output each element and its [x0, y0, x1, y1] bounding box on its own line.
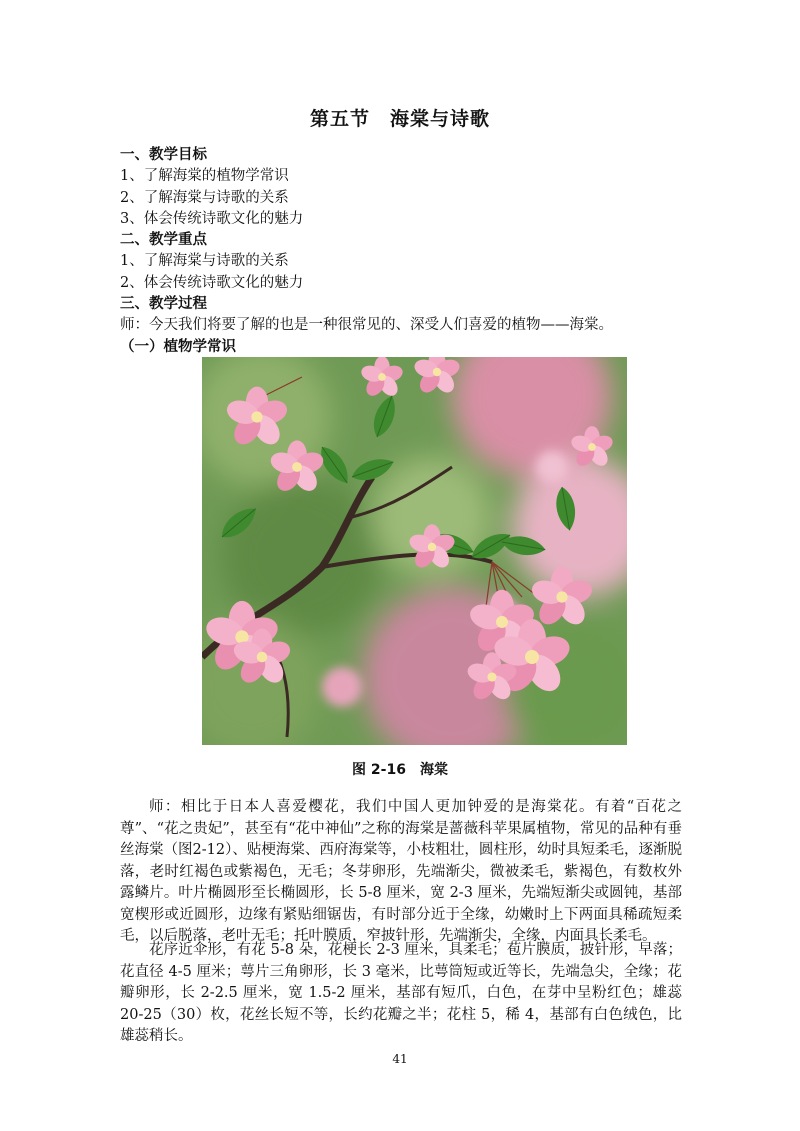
- crabapple-photo: [202, 357, 627, 745]
- body-paragraph-2: 花序近伞形，有花 5-8 朵，花梗长 2-3 厘米，具柔毛；苞片膜质，披针形，早落；花直径 4-5 厘米；萼片三角卵形，长 3 毫米，比萼筒短或近等长，先端急尖，全缘；花瓣卵形，长 2-2.5 厘米，宽 1.5-2 厘米，基部有短爪，白色，在芽中呈粉红色；雄蕊 20-25（30）枚，花丝长短不等，长约花瓣之半；花柱 5，稀 4，基部有白色绒色，比雄蕊稍长。: [120, 942, 682, 1044]
- body-paragraph-1: 师：相比于日本人喜爱樱花，我们中国人更加钟爱的是海棠花。有着“百花之尊”、“花之贵妃”，甚至有“花中神仙”之称的海棠是蔷薇科苹果属植物，常见的品种有垂丝海棠（图2-12）、贴梗海棠、西府海棠等，小枝粗壮，圆柱形，幼时具短柔毛，逐渐脱落，老时红褐色或紫褐色，无毛；冬芽卵形，先端渐尖，微被柔毛，紫褐色，有数枚外露鳞片。叶片椭圆形至长椭圆形，长 5-8 厘米，宽 2-3 厘米，先端短渐尖或圆钝，基部宽楔形或近圆形，边缘有紧贴细锯齿，有时部分近于全缘，幼嫩时上下两面具稀疏短柔毛，以后脱落，老叶无毛；托叶膜质，窄披针形，先端渐尖，全缘，内面具长柔毛。: [120, 799, 682, 944]
- outline-line-9: （一）植物学常识: [120, 338, 236, 355]
- outline-line-0: 一、教学目标: [120, 147, 207, 163]
- outline-line-1: 1、了解海棠的植物学常识: [120, 168, 289, 185]
- outline-line-2: 2、了解海棠与诗歌的关系: [120, 189, 289, 206]
- page-number: 41: [392, 1052, 408, 1066]
- outline-line-3: 3、体会传统诗歌文化的魅力: [120, 210, 304, 227]
- outline-line-4: 二、教学重点: [120, 232, 207, 249]
- outline-line-5: 1、了解海棠与诗歌的关系: [120, 253, 289, 270]
- outline-line-6: 2、体会传统诗歌文化的魅力: [120, 274, 304, 291]
- figure-caption: 图 2-16 海棠: [352, 762, 448, 778]
- section-title: 第五节 海棠与诗歌: [309, 108, 490, 130]
- outline-line-8: 师：今天我们将要了解的也是一种很常见的、深受人们喜爱的植物——海棠。: [120, 317, 613, 334]
- outline-line-7: 三、教学过程: [120, 296, 207, 313]
- teaching-outline: [120, 145, 700, 358]
